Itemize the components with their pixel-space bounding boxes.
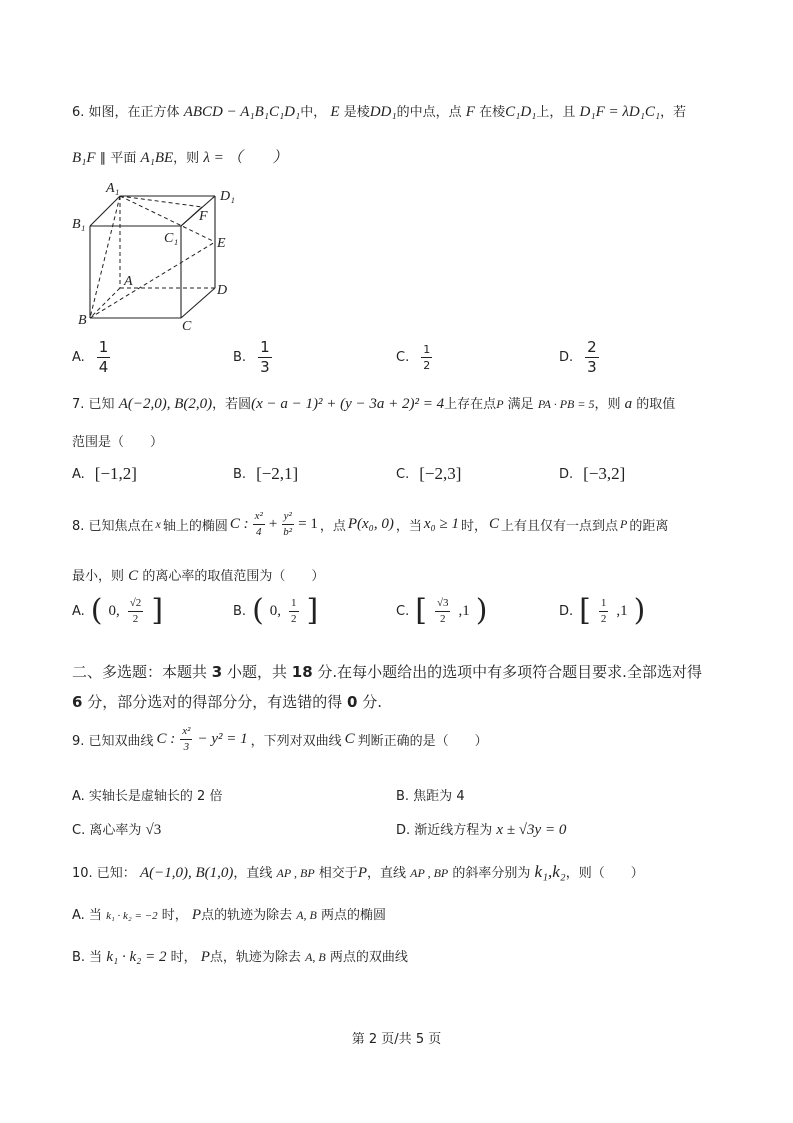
cube-name: ABCD − A₁B₁C₁D₁ (183, 104, 301, 120)
q9-option-c[interactable]: C. 离心率为 √3 (72, 822, 162, 838)
section2-heading-line1: 二、多选题：本题共 3 小题，共 18 分.在每小题给出的选项中有多项符合题目要求.全部选对得 (72, 663, 702, 681)
q8-line2: 最小，则 C 的离心率的取值范围为（ ） (72, 568, 325, 584)
q8-option-d[interactable]: D. [ $\frac{1}{2}$ ,1 ) (559, 593, 646, 628)
label-A: A (124, 274, 133, 289)
label-F: F (199, 209, 208, 224)
q10-stem: 10. 已知： A(−1,0), B(1,0)，直线 AP , BP 相交于P，直线 AP , BP 的斜率分别为 k₁,k₂，则（ ） (72, 862, 644, 881)
q8-option-a[interactable]: A. ( 0, $\frac{√2}{2}$ ] (72, 593, 164, 628)
q9-option-a[interactable]: A. 实轴长是虚轴长的 2 倍 (72, 789, 223, 804)
dot-product: PA · PB = 5 (537, 397, 595, 411)
label-C1: C₁ (164, 231, 179, 246)
page-footer: 第 2 页/共 5 页 (351, 1032, 442, 1047)
q9-option-d[interactable]: D. 渐近线方程为 x ± √3y = 0 (396, 822, 567, 838)
label-A1: A₁ (106, 181, 120, 196)
label-E: E (217, 236, 226, 251)
label-B1: B₁ (72, 217, 86, 232)
q10-option-b[interactable]: B. 当 k₁ · k₂ = 2 时， P点，轨迹为除去 A, B 两点的双曲线 (72, 949, 408, 965)
q9-option-b[interactable]: B. 焦距为 4 (396, 789, 465, 804)
label-D1: D₁ (220, 189, 235, 204)
label-B: B (78, 313, 87, 328)
q6-option-d[interactable]: D. $\frac{2}{3}$ (559, 338, 597, 376)
q7-line2: 范围是（ ） (72, 435, 164, 450)
q7-option-d[interactable]: D. [−3,2] (559, 464, 626, 483)
q10-option-a[interactable]: A. 当 k₁ · k₂ = −2 时， P点的轨迹为除去 A, B 两点的椭圆 (72, 907, 387, 923)
label-D: D (217, 283, 228, 298)
circle-equation: (x − a − 1)² + (y − 3a + 2)² = 4 (251, 396, 445, 412)
q8-option-c[interactable]: C. [ $\frac{√3}{2}$ ,1 ) (396, 593, 488, 628)
q9-stem: 9. 已知双曲线 C : $\frac{\text{x²}}{3}$ − y² = 1 ，下列对双曲线 C 判断正确的是（ ） (72, 725, 488, 753)
q6-option-a[interactable]: A. $\frac{1}{4}$ (72, 338, 109, 376)
q6-line2: B₁F ∥ 平面 A₁BE，则 λ = （ ） (72, 150, 288, 166)
q6-option-c[interactable]: C. $\frac{1}{2}$ (396, 343, 431, 372)
q8-option-b[interactable]: B. ( 0, $\frac{1}{2}$ ] (233, 593, 319, 628)
q7-line1: 7. 已知 A(−2,0), B(2,0)，若圆(x − a − 1)² + (y − 3a + 2)² = 4上存在点P 满足 PA · PB = 5，则 a 的取值 (72, 396, 676, 412)
q7-option-c[interactable]: C. [−2,3] (396, 464, 462, 483)
q7-option-b[interactable]: B. [−2,1] (233, 464, 299, 483)
section2-heading-line2: 6 分，部分选对的得部分分，有选错的得 0 分. (72, 693, 382, 711)
q6-option-b[interactable]: B. $\frac{1}{3}$ (233, 338, 270, 376)
cube-figure (70, 178, 245, 338)
q8-line1: 8. 已知焦点在 x 轴上的椭圆 C : $\frac{\text{x²}}{4}$ + $\frac{\text{y²}}{\text{b²}}$ = 1 ，点 P(x₀, 0) ，当 x₀ ≥ 1 时， C 上有且仅有一点到点 P 的距离 (72, 510, 669, 538)
q7-option-a[interactable]: A. [−1,2] (72, 464, 137, 483)
q6-line1: 6. 如图，在正方体 ABCD − A₁B₁C₁D₁中， E 是棱DD₁的中点，点 F 在棱C₁D₁上，且 D₁F = λD₁C₁，若 (72, 104, 687, 120)
vector-equation: D₁F = λD₁C₁ (579, 104, 661, 120)
label-C: C (182, 319, 192, 334)
